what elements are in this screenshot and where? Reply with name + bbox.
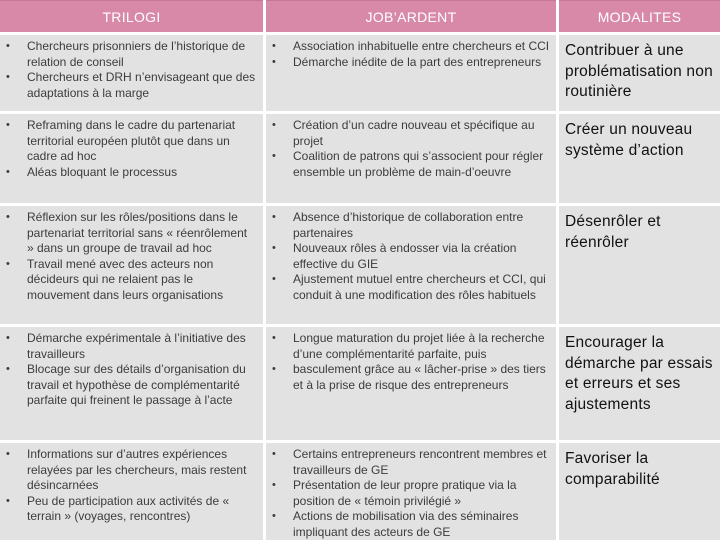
bullet-icon: • [6,40,10,52]
bullet-icon: • [272,150,276,163]
bullet-list [0,327,263,409]
trilogi-cell [0,327,263,440]
list-item-text: Réflexion sur les rôles/positions dans le partenariat territorial sans « réenrôlement » dans un groupe de travail ad hoc [27,210,248,256]
list-item-text: Longue maturation du projet liée à la recherche d’une complémentarité parfaite, puis [293,331,545,361]
list-item-text: Chercheurs et DRH n’envisageant que des adaptations à la marge [27,70,256,100]
list-item-text: basculement grâce au « lâcher-prise » des tiers et à la prise de risque des entrepreneurs [293,362,546,392]
jobardent-cell [266,443,556,540]
bullet-icon: • [6,165,10,178]
bullet-list [0,114,263,180]
list-item [272,447,550,478]
list-item [272,118,550,149]
list-item-text: Association inhabituelle entre chercheurs et CCI [293,39,550,53]
list-item [272,362,550,393]
list-item-text: Informations sur d’autres expériences relayées par les chercheurs, mais restent désincarnées [27,447,247,493]
list-item [6,494,257,525]
bullet-list [0,35,263,101]
bullet-icon: • [272,40,276,52]
jobardent-cell [266,327,556,440]
list-item [272,39,550,55]
list-item-text: Blocage sur des détails d’organisation du travail et hypothèse de complémentarité parfaite qui freinent le passage à l’acte [27,362,246,408]
bullet-icon: • [6,257,10,270]
list-item [6,70,257,101]
bullet-list [266,35,556,70]
modalite-cell: Favoriser la comparabilité [559,443,720,540]
trilogi-cell [0,114,263,203]
list-item [6,210,257,257]
list-item-text: Absence d’historique de collaboration entre partenaires [293,210,524,240]
bullet-icon: • [6,332,10,344]
bullet-list [266,327,556,393]
trilogi-cell [0,206,263,324]
bullet-icon: • [272,479,276,492]
list-item [272,272,550,303]
modalite-cell: Encourager la démarche par essais et erreurs et ses ajustements [559,327,720,440]
header-jobardent: JOB’ARDENT [266,0,556,32]
list-item [272,478,550,509]
list-item-text: Présentation de leur propre pratique via la position de « témoin privilégié » [293,478,517,508]
list-item [272,55,550,71]
list-item [272,509,550,540]
list-item [6,331,257,362]
bullet-icon: • [6,448,10,460]
bullet-list [266,443,556,540]
bullet-icon: • [6,211,10,223]
bullet-icon: • [272,332,276,344]
list-item [272,210,550,241]
bullet-list [266,206,556,304]
jobardent-cell [266,114,556,203]
list-item [272,331,550,362]
list-item-text: Peu de participation aux activités de « terrain » (voyages, rencontres) [27,493,230,524]
list-item-text: Travail mené avec des acteurs non décideurs qui ne relaient pas le mouvement dans leurs organisations [27,256,224,302]
trilogi-cell [0,443,263,540]
bullet-list [0,206,263,304]
bullet-icon: • [6,119,10,131]
list-item [6,447,257,494]
list-item-text: Ajustement mutuel entre chercheurs et CCI, qui conduit à une modification des rôles habituels [293,272,546,302]
list-item [272,241,550,272]
bullet-icon: • [272,273,276,286]
list-item-text: Chercheurs prisonniers de l’historique de relation de conseil [27,39,246,69]
list-item-text: Reframing dans le cadre du partenariat territorial européen plutôt que dans un cadre ad hoc [27,118,236,164]
list-item [6,39,257,70]
bullet-icon: • [6,71,10,84]
bullet-icon: • [272,211,276,223]
list-item-text: Aléas bloquant le processus [27,164,178,179]
list-item [6,118,257,165]
list-item [6,362,257,409]
bullet-icon: • [6,494,10,507]
header-modalites: MODALITES [559,0,720,32]
list-item [272,149,550,180]
trilogi-cell [0,35,263,111]
modalite-cell: Désenrôler et réenrôler [559,206,720,324]
list-item-text: Nouveaux rôles à endosser via la création effective du GIE [293,241,517,271]
bullet-list [266,114,556,180]
list-item-text: Démarche expérimentale à l’initiative des travailleurs [27,331,246,361]
bullet-icon: • [272,363,276,376]
list-item-text: Actions de mobilisation via des séminaires impliquant des acteurs de GE [293,509,519,539]
modalite-cell: Contribuer à une problématisation non routinière [559,35,720,111]
modalite-cell: Créer un nouveau système d’action [559,114,720,203]
list-item-text: Création d’un cadre nouveau et spécifique au projet [293,118,535,148]
header-trilogi: TRILOGI [0,0,263,32]
list-item [6,165,257,181]
bullet-icon: • [272,448,276,460]
list-item [6,257,257,304]
bullet-icon: • [272,242,276,255]
bullet-icon: • [272,510,276,523]
list-item-text: Coalition de patrons qui s’associent pour régler ensemble un problème de main-d’oeuvre [293,149,544,179]
bullet-icon: • [272,119,276,131]
list-item-text: Démarche inédite de la part des entrepreneurs [293,54,542,69]
bullet-icon: • [272,55,276,68]
bullet-list [0,443,263,525]
bullet-icon: • [6,363,10,376]
jobardent-cell [266,206,556,324]
jobardent-cell [266,35,556,111]
list-item-text: Certains entrepreneurs rencontrent membres et travailleurs de GE [293,447,547,477]
